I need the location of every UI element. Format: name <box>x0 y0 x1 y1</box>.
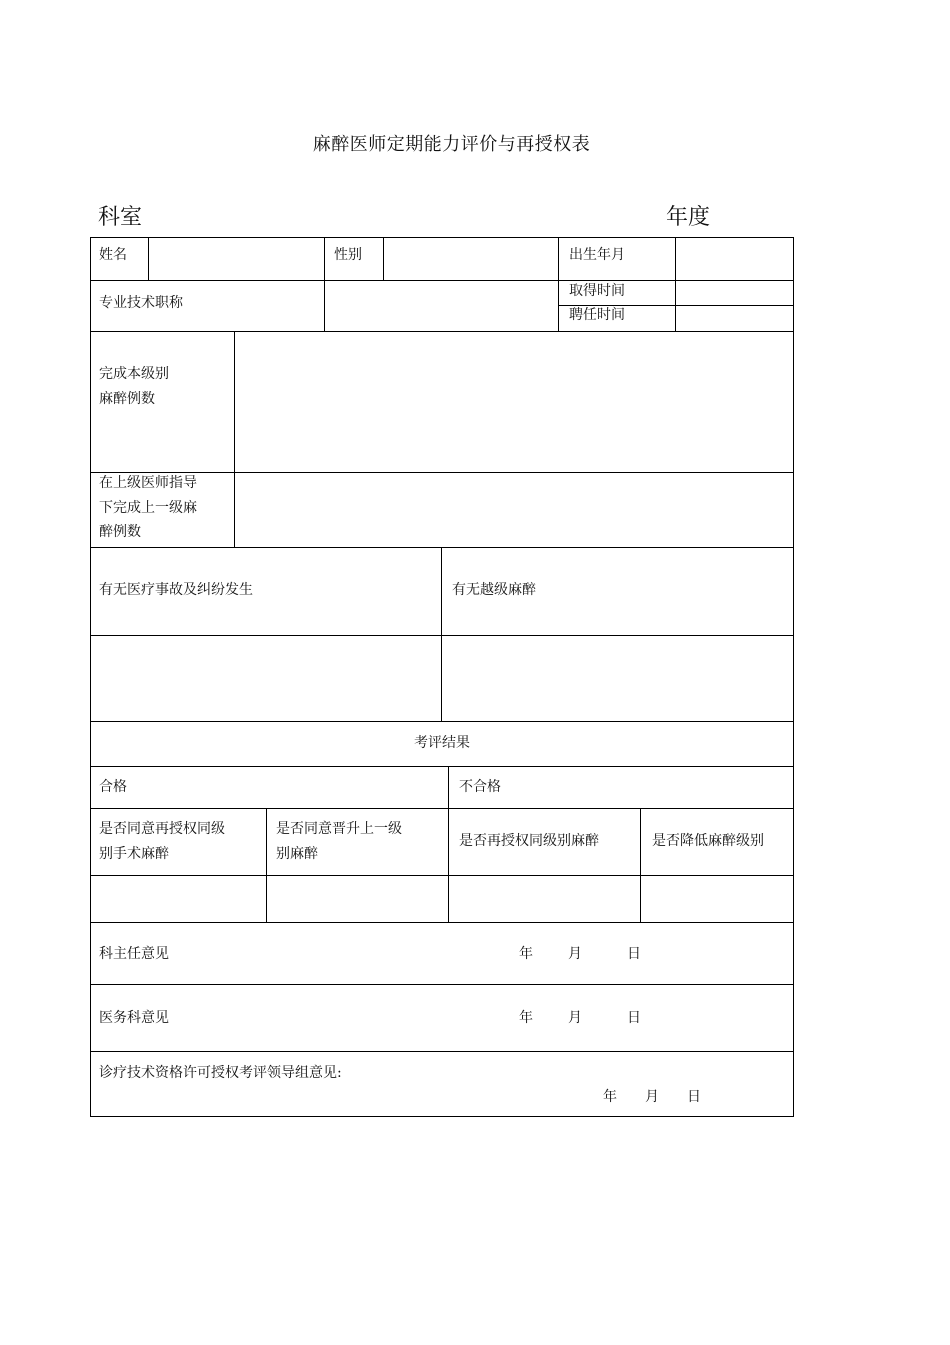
overstep-anesthesia-label: 有无越级麻醉 <box>452 582 536 598</box>
name-field[interactable] <box>149 238 324 280</box>
director-opinion-label: 科主任意见 <box>99 946 169 962</box>
answer-field-4[interactable] <box>641 876 793 922</box>
grid-line <box>558 237 559 331</box>
grid-line <box>90 922 794 923</box>
grid-line <box>90 984 794 985</box>
grid-line <box>90 766 794 767</box>
reauthorize-same-level-question <box>99 817 225 867</box>
label-line: 麻醉例数 <box>99 391 155 407</box>
medical-year-label: 年 <box>519 1010 533 1026</box>
director-month-label: 月 <box>568 946 582 962</box>
medical-month-label: 月 <box>568 1010 582 1026</box>
same-level-cases-label <box>99 362 169 412</box>
form-title: 麻醉医师定期能力评价与再授权表 <box>312 134 591 155</box>
obtain-time-field[interactable] <box>676 281 793 305</box>
promote-level-question <box>276 817 402 867</box>
grid-line <box>90 1051 794 1052</box>
same-level-cases-field[interactable] <box>235 332 793 472</box>
label-line: 完成本级别 <box>99 366 169 382</box>
answer-field-2[interactable] <box>267 876 448 922</box>
grid-line <box>90 547 794 548</box>
hire-time-field[interactable] <box>676 306 793 331</box>
label-line: 下完成上一级麻 <box>99 499 197 516</box>
director-year-label: 年 <box>519 946 533 962</box>
label-line: 是否同意晋升上一级 <box>276 821 402 837</box>
label-line: 在上级医师指导 <box>99 475 197 491</box>
medical-accident-label: 有无医疗事故及纠纷发生 <box>99 582 253 598</box>
answer-field-1[interactable] <box>91 876 266 922</box>
birth-label: 出生年月 <box>569 247 625 263</box>
overstep-anesthesia-field[interactable] <box>442 636 793 721</box>
label-line: 别手术麻醉 <box>99 846 169 862</box>
gender-label: 性别 <box>334 247 362 263</box>
committee-opinion-label: 诊疗技术资格许可授权考评领导组意见: <box>99 1065 342 1081</box>
downgrade-level-question: 是否降低麻醉级别 <box>652 833 764 849</box>
table-border-bottom <box>90 1116 794 1117</box>
committee-day-label: 日 <box>687 1089 701 1105</box>
upper-level-cases-label <box>99 471 197 545</box>
fail-label: 不合格 <box>459 779 501 795</box>
label-line: 醉例数 <box>99 524 141 540</box>
hire-time-label: 聘任时间 <box>569 307 625 323</box>
name-label: 姓名 <box>99 247 127 263</box>
grid-line <box>90 808 794 809</box>
medical-office-opinion-label: 医务科意见 <box>99 1010 169 1026</box>
obtain-time-label: 取得时间 <box>569 283 625 299</box>
pass-label: 合格 <box>99 779 127 795</box>
medical-day-label: 日 <box>627 1010 641 1026</box>
committee-year-label: 年 <box>603 1089 617 1105</box>
professional-title-field[interactable] <box>325 281 558 331</box>
grid-line <box>90 721 794 722</box>
medical-accident-field[interactable] <box>91 636 441 721</box>
department-label: 科室 <box>98 205 143 230</box>
committee-month-label: 月 <box>645 1089 659 1105</box>
year-label: 年度 <box>666 205 711 230</box>
label-line: 别麻醉 <box>276 846 318 862</box>
director-day-label: 日 <box>627 946 641 962</box>
answer-field-3[interactable] <box>449 876 640 922</box>
professional-title-label: 专业技术职称 <box>99 295 183 311</box>
gender-field[interactable] <box>384 238 558 280</box>
reauthorize-question: 是否再授权同级别麻醉 <box>459 833 599 849</box>
upper-level-cases-field[interactable] <box>235 473 793 547</box>
evaluation-result-heading: 考评结果 <box>414 735 470 751</box>
table-border-right <box>793 237 794 1117</box>
label-line: 是否同意再授权同级 <box>99 821 225 837</box>
birth-field[interactable] <box>676 238 793 280</box>
